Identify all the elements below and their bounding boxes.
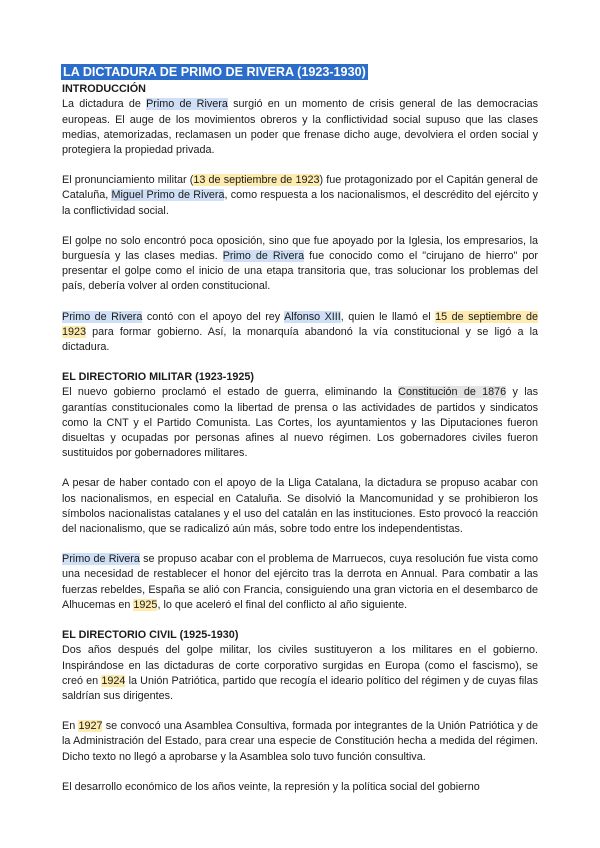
text-run: , quien le llamó el bbox=[340, 310, 436, 323]
text-run: contó con el apoyo del rey bbox=[142, 310, 285, 323]
highlight-name: Primo de Rivera bbox=[146, 98, 228, 111]
text-run: la Unión Patriótica, partido que recogía el ideario político del régimen y de cuyas filas saldrían sus dirigentes. bbox=[62, 674, 538, 702]
civil-paragraph-3: El desarrollo económico de los años veinte, la represión y la política social del gobierno bbox=[62, 780, 480, 793]
text-run: , como respuesta a los nacionalismos, el descrédito del ejército y la conflictividad social. bbox=[62, 189, 538, 217]
civil-paragraph-1 bbox=[62, 643, 538, 704]
text-run: y las garantías constitucionales como la libertad de prensa o las actividades de partidos y sindicatos como la CNT y el Partido Comunista. Las Cortes, los ayuntamientos y las Diputaciones fueron disueltas y ocupadas por personas afines al nuevo régimen. Los gobernadores civiles fueron sustituidos por gobernadores militares. bbox=[62, 386, 539, 460]
highlight-name: Alfonso XIII bbox=[284, 310, 341, 323]
text-run: La dictadura de bbox=[62, 98, 147, 111]
text-run: En bbox=[62, 720, 79, 733]
document-title: LA DICTADURA DE PRIMO DE RIVERA (1923-1930) bbox=[63, 65, 366, 79]
text-run: El golpe no solo encontró poca oposición, sino que fue apoyado por la Iglesia, los empresarios, la burguesía y las clases medias. bbox=[62, 234, 538, 263]
highlight-name: Primo de Rivera bbox=[222, 250, 305, 263]
intro-paragraph-1 bbox=[62, 97, 538, 158]
militar-paragraph-1 bbox=[62, 385, 538, 461]
intro-paragraph-4 bbox=[62, 310, 538, 356]
intro-paragraph-3 bbox=[62, 234, 538, 295]
highlight-term: Constitución de 1876 bbox=[398, 386, 507, 399]
text-run: para formar gobierno. Así, la monarquía abandonó la vía constitucional y se ligó a la dictadura. bbox=[62, 325, 538, 354]
document-body bbox=[62, 64, 538, 795]
intro-paragraph-2 bbox=[62, 173, 538, 219]
directorio-civil-heading: EL DIRECTORIO CIVIL (1925-1930) bbox=[62, 629, 239, 642]
militar-paragraph-3 bbox=[62, 552, 538, 613]
text-run: fue conocido como el "cirujano de hierro" por presentar el golpe como el inicio de una etapa transitoria que, tras solucionar los problemas del país, debería volver al orden constitucional. bbox=[62, 250, 538, 293]
highlight-date: 13 de septiembre de 1923 bbox=[193, 174, 320, 187]
highlight-date: 15 de septiembre de 1923 bbox=[62, 310, 539, 338]
highlight-date: 1925 bbox=[133, 598, 158, 611]
text-run: Dos años después del golpe militar, los civiles sustituyeron a los militares en el gobierno. Inspirándose en las dictaduras de corte corporativo surgidas en Europa (como el fascismo), se creó en bbox=[62, 644, 538, 687]
intro-heading: INTRODUCCIÓN bbox=[62, 83, 146, 96]
highlight-date: 1927 bbox=[78, 720, 103, 733]
text-run: El nuevo gobierno proclamó el estado de guerra, eliminando la bbox=[62, 386, 399, 399]
highlight-date: 1924 bbox=[101, 674, 126, 687]
text-run: , lo que aceleró el final del conflicto al año siguiente. bbox=[157, 598, 408, 611]
highlight-name: Primo de Rivera bbox=[62, 310, 143, 323]
text-run: se propuso acabar con el problema de Marruecos, cuya resolución fue vista como una necesidad de restablecer el honor del ejército tras la derrota en Annual. Para combatir a las fuerzas rebeldes, España se alió con Francia, consiguiendo una gran victoria en el desembarco de Alhucemas en bbox=[62, 553, 538, 611]
text-run: El pronunciamiento militar ( bbox=[62, 174, 194, 187]
text-run: se convocó una Asamblea Consultiva, formada por integrantes de la Unión Patriótica y de la Administración del Estado, para crear una especie de Constitución hecha a medida del régimen. Dicho texto no llegó a aprobarse y la Asamblea solo tuvo función consultiva. bbox=[62, 720, 538, 763]
highlight-name: Miguel Primo de Rivera bbox=[111, 189, 225, 202]
text-run: ) fue protagonizado por el Capitán general de Cataluña, bbox=[62, 174, 538, 202]
directorio-militar-heading: EL DIRECTORIO MILITAR (1923-1925) bbox=[62, 371, 254, 384]
highlight-name: Primo de Rivera bbox=[62, 553, 140, 566]
civil-paragraph-2 bbox=[62, 719, 538, 765]
text-run: surgió en un momento de crisis general de las democracias europeas. El auge de los movimientos obreros y la conflictividad social supuso que las clases medias, atemorizadas, reclamasen un poder que frenase dicho auge, devolviera el orden social y protegiera la propiedad privada. bbox=[62, 98, 539, 157]
militar-paragraph-2: A pesar de haber contado con el apoyo de la Lliga Catalana, la dictadura se propuso acabar con los nacionalismos, en especial en Cataluña. Se disolvió la Mancomunidad y se prohibieron los símbolos nacionalistas catalanes y el uso del catalán en las instituciones. Esto provocó la reacción del nacionalismo, que se radicalizó aún más, sobre todo entre los independentistas. bbox=[62, 477, 538, 536]
